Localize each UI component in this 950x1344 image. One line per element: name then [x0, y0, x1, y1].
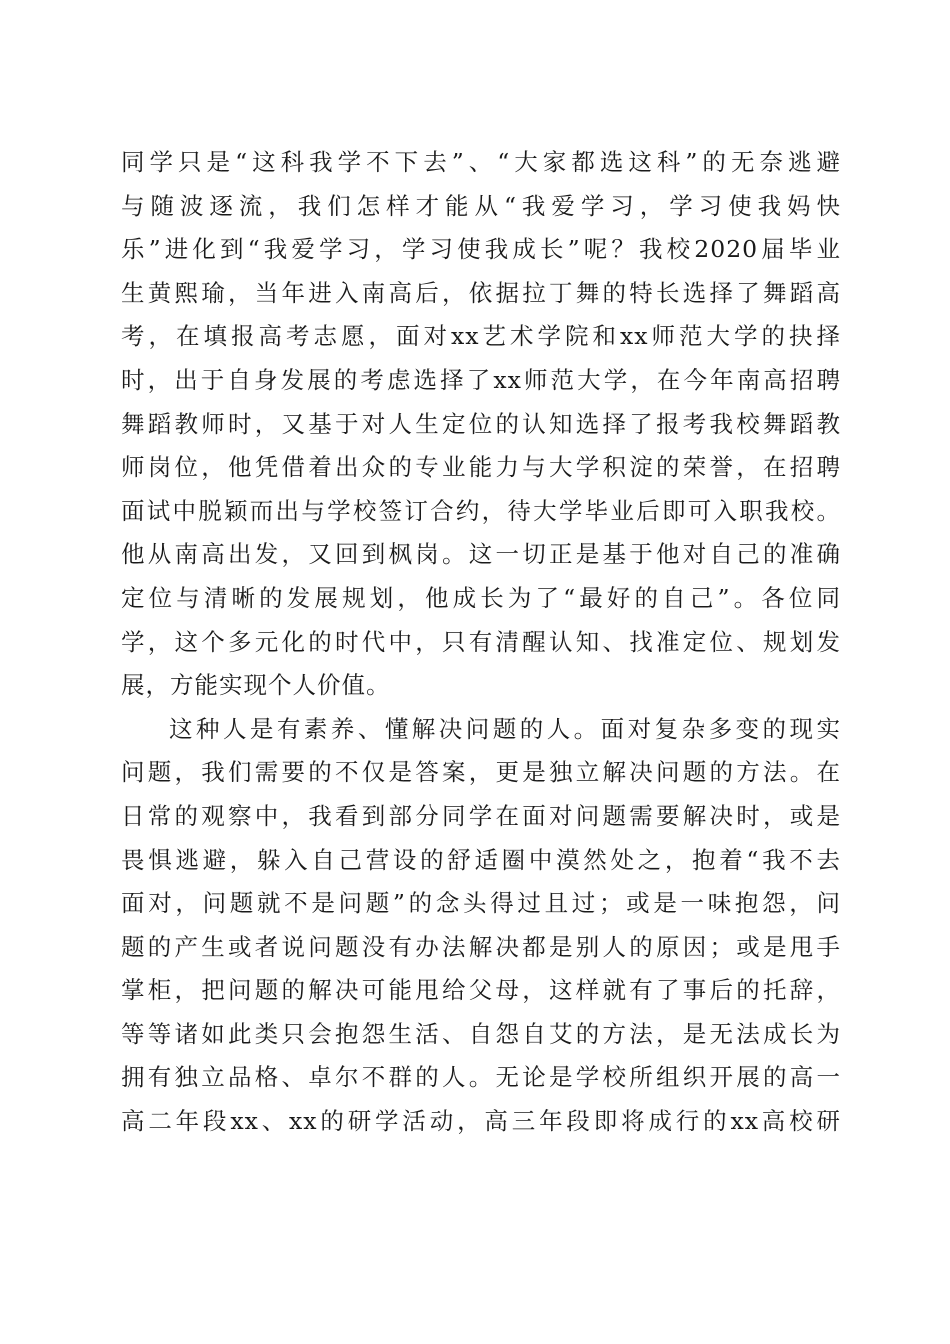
text-line: 学，这个多元化的时代中，只有清醒认知、找准定位、规划发 [121, 627, 841, 656]
text-line: 问题，我们需要的不仅是答案，更是独立解决问题的方法。在 [121, 758, 841, 787]
text-line: 拥有独立品格、卓尔不群的人。无论是学校所组织开展的高一 [121, 1063, 841, 1092]
text-line: 考，在填报高考志愿，面对xx艺术学院和xx师范大学的抉择 [121, 322, 841, 351]
text-line: 日常的观察中，我看到部分同学在面对问题需要解决时，或是 [121, 801, 841, 830]
text-line: 面试中脱颖而出与学校签订合约，待大学毕业后即可入职我校。 [121, 496, 841, 525]
text-line: 生黄熙瑜，当年进入南高后，依据拉丁舞的特长选择了舞蹈高 [121, 278, 841, 307]
text-line: 高二年段xx、xx的研学活动，高三年段即将成行的xx高校研 [121, 1107, 841, 1136]
text-line: 他从南高出发，又回到枫岗。这一切正是基于他对自己的准确 [121, 540, 841, 569]
text-line: 畏惧逃避，躲入自己营设的舒适圈中漠然处之，抱着“我不去 [121, 845, 841, 874]
text-line: 同学只是“这科我学不下去”、“大家都选这科”的无奈逃避 [121, 148, 841, 176]
text-line: 掌柜，把问题的解决可能甩给父母，这样就有了事后的托辞， [121, 976, 841, 1005]
text-line: 等等诸如此类只会抱怨生活、自怨自艾的方法，是无法成长为 [121, 1019, 841, 1048]
text-line: 师岗位，他凭借着出众的专业能力与大学积淀的荣誉，在招聘 [121, 453, 841, 482]
text-line: 定位与清晰的发展规划，他成长为了“最好的自己”。各位同 [121, 583, 841, 612]
text-line: 题的产生或者说问题没有办法解决都是别人的原因；或是甩手 [121, 932, 841, 961]
text-line: 展，方能实现个人价值。 [121, 671, 391, 700]
body-text [121, 141, 841, 1144]
text-line: 与随波逐流，我们怎样才能从“我爱学习，学习使我妈快 [121, 191, 841, 220]
text-line: 乐”进化到“我爱学习，学习使我成长”呢？我校2020届毕业 [121, 235, 841, 264]
text-line: 这种人是有素养、懂解决问题的人。面对复杂多变的现实 [169, 714, 841, 743]
text-line: 舞蹈教师时，又基于对人生定位的认知选择了报考我校舞蹈教 [121, 409, 841, 438]
text-line: 时，出于自身发展的考虑选择了xx师范大学，在今年南高招聘 [121, 365, 841, 394]
text-line: 面对，问题就不是问题”的念头得过且过；或是一味抱怨，问 [121, 889, 841, 918]
